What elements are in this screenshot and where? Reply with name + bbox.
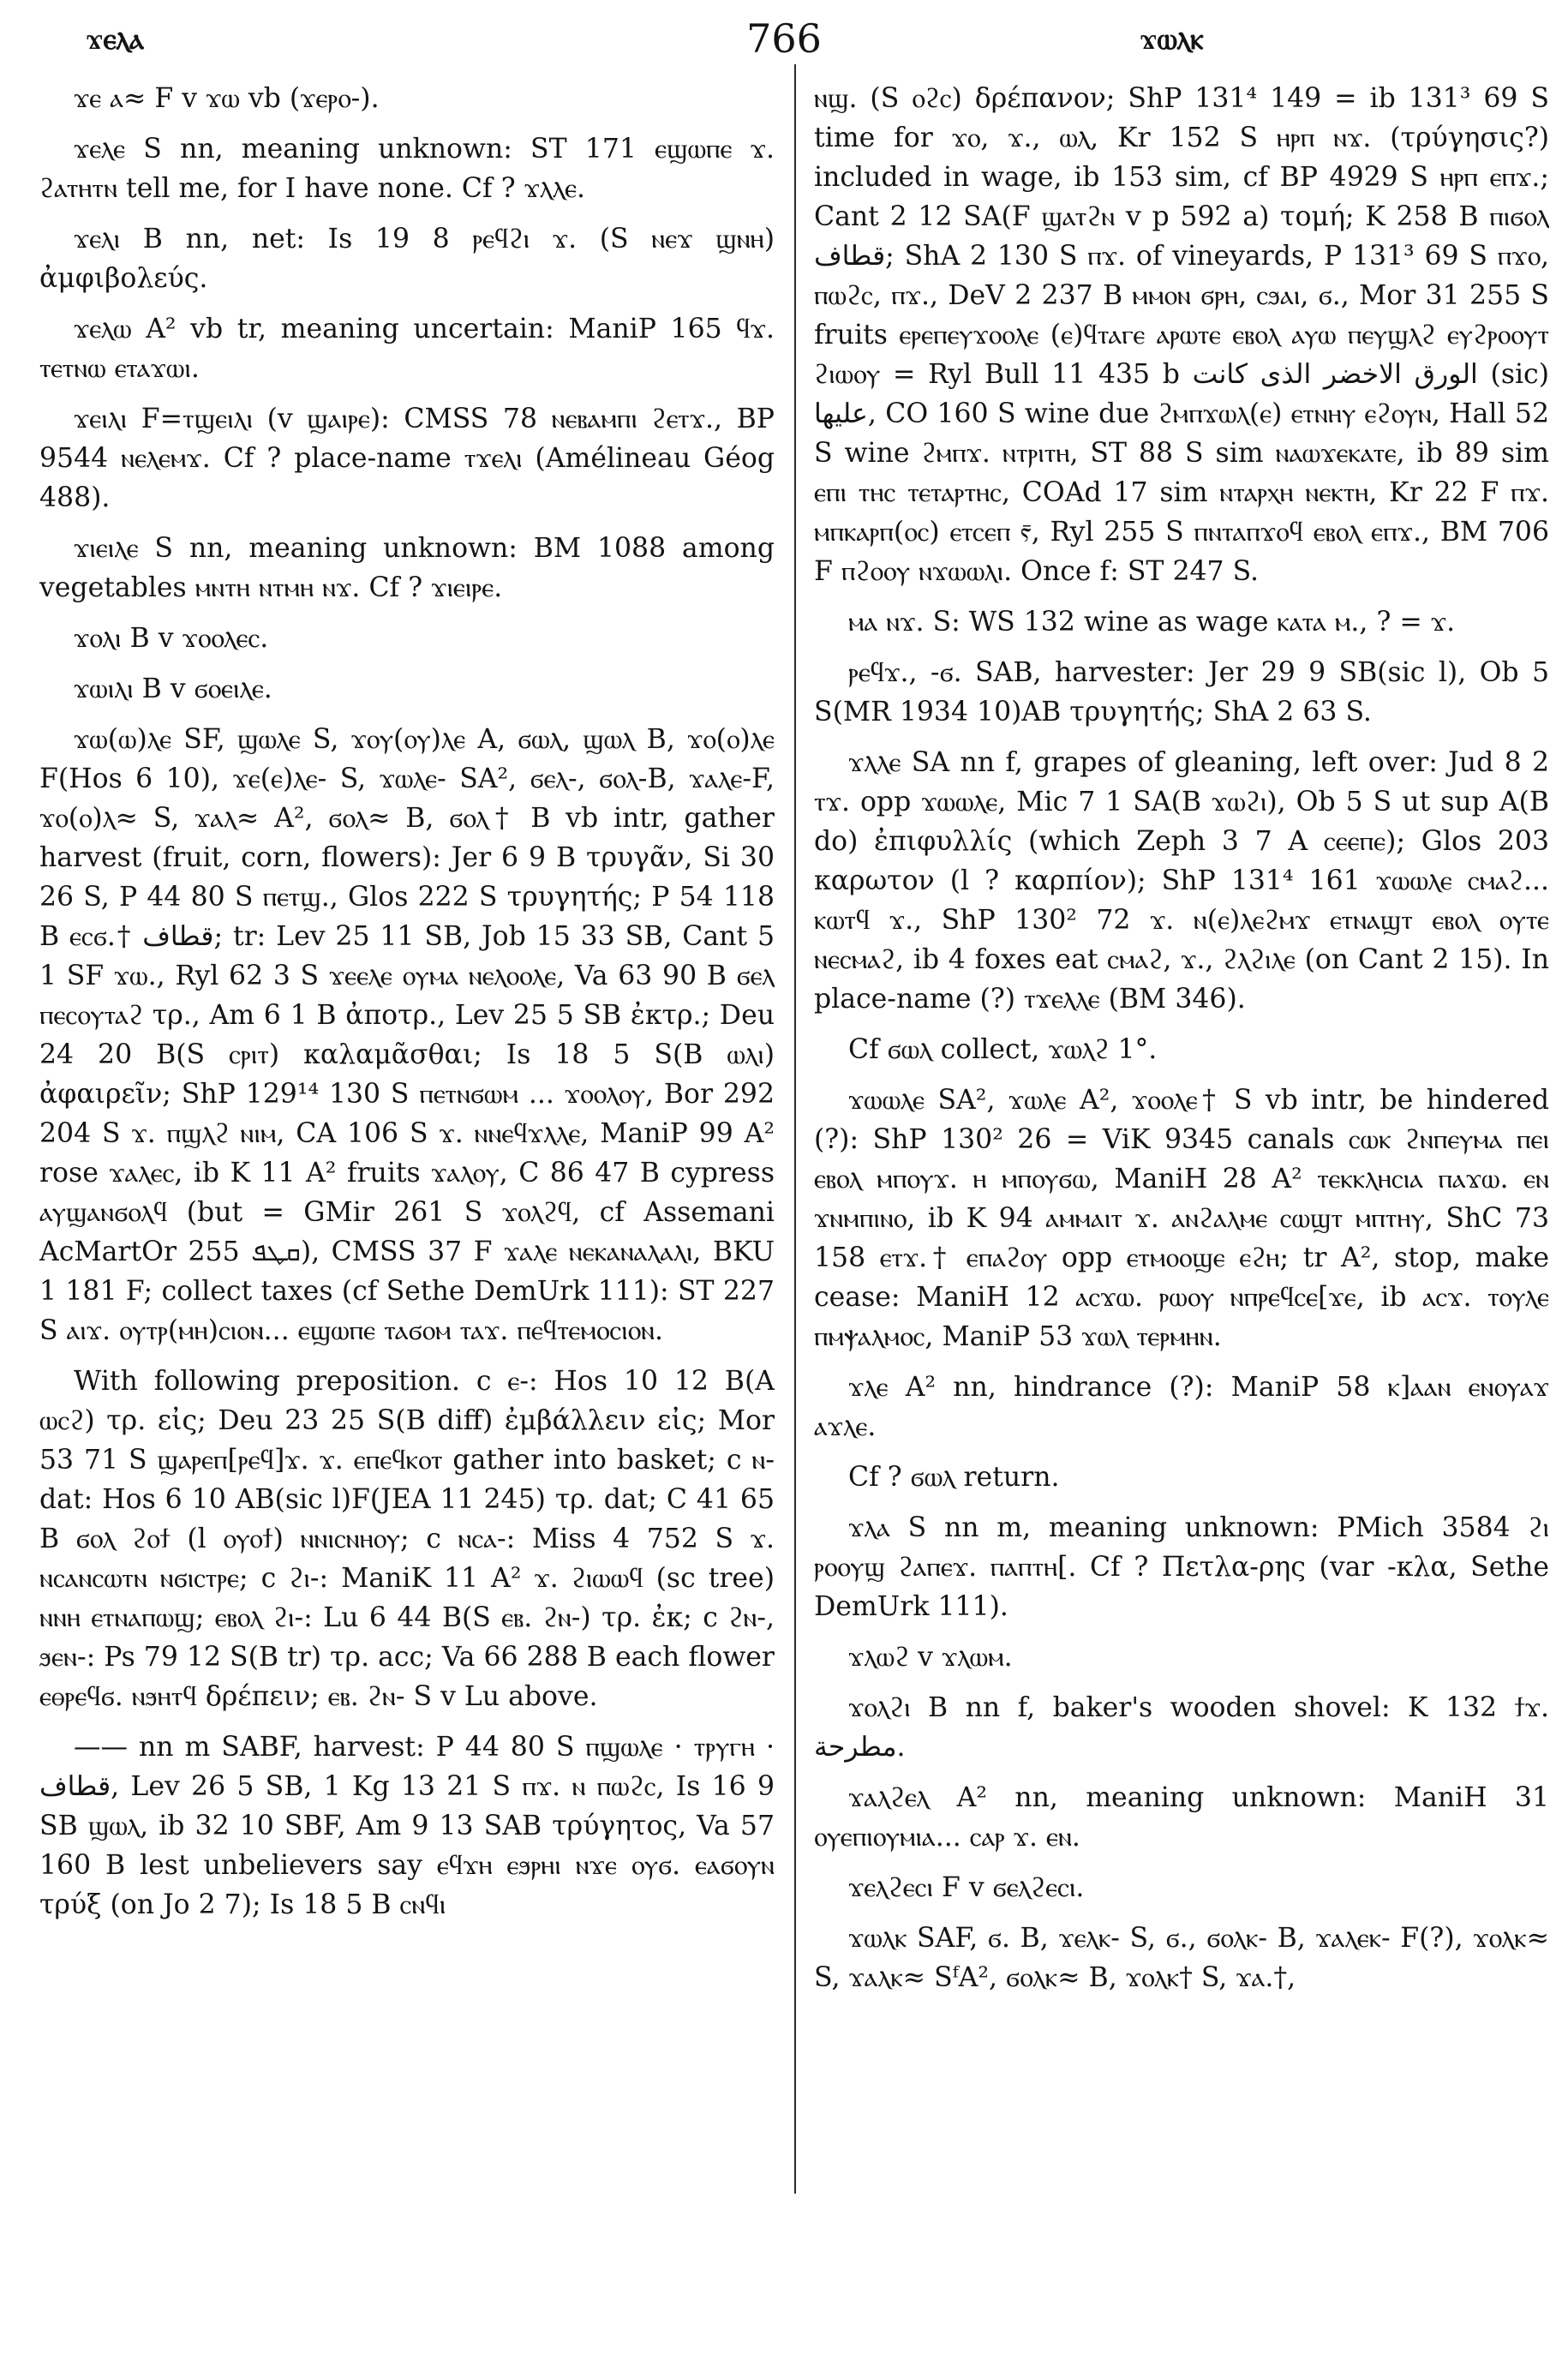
entry-xe: ϫⲉ ⲁ≈ F v ϫⲱ vb (ϫⲉⲣⲟ-). <box>74 83 380 114</box>
column-rule <box>794 64 796 2194</box>
entry-xlle: ϫⲗⲗⲉ SA nn f, grapes of gleaning, left over: Jud 8 2 ⲧϫ. opp ϫⲱⲱⲗⲉ, Mic 7 1 SA(B ϫⲱϩⲓ), Ob 5 S ut sup A(B do) ἐπιφυλλίς (which Zeph 3 7 A ⲥⲉⲉⲡⲉ); Glos 203 καρωτον (l ? καρπίον); ShP 131⁴ 161 ϫⲱⲱⲗⲉ ⲥⲙⲁϩ... ⲕⲱⲧϥ ϫ., ShP 130² 72 ϫ. ⲛ(ⲉ)ⲗⲉϩⲙϫ ⲉⲧⲛⲁϣⲧ ⲉⲃⲟⲗ ⲟⲩⲧⲉ ⲛⲉⲥⲙⲁϩ, ib 4 foxes eat ⲥⲙⲁϩ, ϫ., ϩⲗϩⲓⲗⲉ (on Cant 2 15). In place-name (?) ⲧϫⲉⲗⲗⲉ (BM 346). <box>814 747 1549 1015</box>
entry-xoole-hindered: ϫⲱⲱⲗⲉ SA², ϫⲱⲗⲉ A², ϫⲟⲟⲗⲉ† S vb intr, be hindered (?): ShP 130² 26 = ViK 9345 canals ⲥⲱⲕ ϩⲛⲡⲉⲩⲙⲁ ⲡⲉⲓ ⲉⲃⲟⲗ ⲙⲡⲟⲩϫ. ⲏ ⲙⲡⲟⲩϭⲱ, ManiH 28 A² ⲧⲉⲕⲕⲗⲏⲥⲓⲁ ⲡⲁϫⲱ. ⲉⲛ ϫⲛⲙⲡⲓⲛⲟ, ib K 94 ⲁⲙⲙⲁⲓⲧ ϫ. ⲁⲛϩⲁⲗⲙⲉ ⲥⲱϣⲧ ⲙⲡⲧⲏⲩ, ShC 73 158 ⲉⲧϫ.† ⲉⲡⲁϩⲟⲩ opp ⲉⲧⲙⲟⲟϣⲉ ⲉϩⲏ; tr A², stop, make cease: ManiH 12 ⲁⲥϫⲱ. ⲣⲱⲟⲩ ⲛⲡⲣⲉϥⲥⲉ[ϫⲉ, ib ⲁⲥϫ. ⲧⲟⲩⲗⲉ ⲡⲙⲯⲁⲗⲙⲟⲥ, ManiP 53 ϫⲱⲗ ⲧⲉⲣⲙⲏⲛ. <box>814 1085 1549 1352</box>
guide-word-right: ϫⲱⲗⲕ <box>1140 22 1204 57</box>
entry-xloh: ϫⲗⲱϩ v ϫⲗⲱⲙ. <box>848 1642 1013 1673</box>
entry-xelhesi: ϫⲉⲗϩⲉⲥⲓ F v ϭⲉⲗϩⲉⲥⲓ. <box>848 1872 1085 1903</box>
entry-xolk: ϫⲱⲗⲕ SAF, ϭ. B, ϫⲉⲗⲕ- S, ϭ., ϭⲟⲗⲕ- B, ϫⲁⲗⲉⲕ- F(?), ϫⲟⲗⲕ≈ S, ϫⲁⲗⲕ≈ SᶠA², ϭⲟⲗⲕ≈ B, ϫⲟⲗⲕ† S, ϫⲁ.†, <box>814 1923 1549 1993</box>
entry-refx: ⲣⲉϥϫ., -ϭ. SAB, harvester: Jer 29 9 SB(sic l), Ob 5 S(MR 1934 10)AB τρυγητής; ShA 2 63 S. <box>814 657 1549 727</box>
entry-harvest-noun: —— nn m SABF, harvest: P 44 80 S ⲡϣⲱⲗⲉ · ⲧⲣⲩⲅⲏ · قطاف, Lev 26 5 SB, 1 Kg 13 21 S ⲡϫ. ⲛ ⲡⲱϩⲥ, Is 16 9 SB ϣⲱⲗ, ib 32 10 SBF, Am 9 13 SAB τρύγητος, Va 57 160 B lest unbelievers say ⲉϥϫⲏ ⲉϧⲣⲏⲓ ⲛϫⲉ ⲟⲩϭ. ⲉⲁϭⲟⲩⲛ τρύξ (on Jo 2 7); Is 18 5 B ⲥⲛϥⲓ <box>39 1732 775 1920</box>
entry-cf-return: Cf ? ϭⲱⲗ return. <box>848 1462 1060 1493</box>
entry-xele: ϫⲉⲗⲉ S nn, meaning unknown: ST 171 ⲉϣⲱⲡⲉ ϫ. ϩⲁⲧⲏⲧⲛ tell me, for I have none. Cf ? ϫⲗⲗⲉ. <box>39 134 775 204</box>
entry-xla: ϫⲗⲁ S nn m, meaning unknown: PMich 3584 ϩⲓ ⲣⲟⲟⲩϣ ϩⲁⲡⲉϫ. ⲡⲁⲡⲧⲏ[. Cf ? Πετλα-ρης (var -κλα, Sethe DemUrk 111). <box>814 1512 1549 1622</box>
entry-xieile: ϫⲓⲉⲓⲗⲉ S nn, meaning unknown: BM 1088 among vegetables ⲙⲛⲧⲏ ⲛⲧⲙⲏ ⲛϫ. Cf ? ϫⲓⲉⲓⲣⲉ. <box>39 533 775 603</box>
entry-xoili: ϫⲱⲓⲗⲓ B v ϭⲟⲉⲓⲗⲉ. <box>74 674 272 704</box>
running-head <box>0 10 1568 70</box>
entry-prepositions: With following preposition. c ⲉ-: Hos 10 12 B(A ⲱⲥϩ) τρ. εἰς; Deu 23 25 S(B diff) ἐμβάλλειν εἰς; Mor 53 71 S ϣⲁⲣⲉⲡ[ⲣⲉϥ]ϫ. ϫ. ⲉⲡⲉϥⲕⲟⲧ gather into basket; c ⲛ- dat: Hos 6 10 AB(sic l)F(JEA 11 245) τρ. dat; C 41 65 B ϭⲟⲗ ϩⲟϯ (l ⲟⲩⲟϯ) ⲛⲛⲓⲥⲛⲏⲟⲩ; c ⲛⲥⲁ-: Miss 4 752 S ϫ. ⲛⲥⲁⲛⲥⲱⲧⲛ ⲛϭⲓⲥⲧⲣⲉ; c ϩⲓ-: ManiK 11 A² ϫ. ϩⲓⲱⲱϥ (sc tree) ⲛⲛⲏ ⲉⲧⲛⲁⲡⲱϣ; ⲉⲃⲟⲗ ϩⲓ-: Lu 6 44 B(S ⲉⲃ. ϩⲛ-) τρ. ἐκ; c ϩⲛ-, ϧⲉⲛ-: Ps 79 12 S(B tr) τρ. acc; Va 66 288 B each flower ⲉⲑⲣⲉϥϭ. ⲛϧⲏⲧϥ δρέπειν; ⲉⲃ. ϩⲛ- S v Lu above. <box>39 1366 775 1712</box>
right-column <box>814 79 1549 2290</box>
entry-harvest-continued: ⲛϣ. (S ⲟϩⲥ) δρέπανον; ShP 131⁴ 149 = ib 131³ 69 S time for ϫⲟ, ϫ., ⲱⲗ, Kr 152 S ⲏⲣⲡ ⲛϫ. (τρύγησις?) included in wage, ib 153 sim, cf BP 4929 S ⲏⲣⲡ ⲉⲡϫ.; Cant 2 12 SA(F ϣⲁⲧϩⲛ v p 592 a) τομή; K 258 B ⲡⲓϭⲟⲗ قطاف; ShA 2 130 S ⲡϫ. of vineyards, P 131³ 69 S ⲡϫⲟ, ⲡⲱϩⲥ, ⲡϫ., DeV 2 237 B ⲙⲙⲟⲛ ϭⲣⲏ, ⲥϧⲁⲓ, ϭ., Mor 31 255 S fruits ⲉⲣⲉⲡⲉⲩϫⲟⲟⲗⲉ (ⲉ)ϥⲧⲁⲅⲉ ⲁⲣⲱⲧⲉ ⲉⲃⲟⲗ ⲁⲩⲱ ⲡⲉⲩϣⲗϩ ⲉⲩϩⲣⲟⲟⲩⲧ ϩⲓⲱⲟⲩ = Ryl Bull 11 435 b الورق الاخضر الذى كانت (sic) عليها, CO 160 S wine due ϩⲙⲡϫⲱⲗ(ⲉ) ⲉⲧⲛⲏⲩ ⲉϩⲟⲩⲛ, Hall 52 S wine ϩⲙⲡϫ. ⲛⲧⲣⲓⲧⲏ, ST 88 S sim ⲛⲁⲱϫⲉⲕⲁⲧⲉ, ib 89 sim ⲉⲡⲓ ⲧⲏⲥ ⲧⲉⲧⲁⲣⲧⲏⲥ, COAd 17 sim ⲛⲧⲁⲣⲭⲏ ⲛⲉⲕⲧⲏ, Kr 22 F ⲡϫ. ⲙⲡⲕⲁⲣⲡ(ⲟⲥ) ⲉⲧⲥⲉⲡ ⲋ̄, Ryl 255 S ⲡⲛⲧⲁⲡϫⲟϥ ⲉⲃⲟⲗ ⲉⲡϫ., BM 706 F ⲡϩⲟⲟⲩ ⲛϫⲱⲱⲗⲓ. Once f: ST 247 S. <box>814 83 1549 587</box>
entry-xle: ϫⲗⲉ A² nn, hindrance (?): ManiP 58 ⲕ]ⲁⲁⲛ ⲉⲛⲟⲩⲁϫ ⲁϫⲗⲉ. <box>814 1372 1549 1442</box>
entry-xolhi: ϫⲟⲗϩⲓ B nn f, baker's wooden shovel: K 132 ϯϫ. مطرحة. <box>814 1692 1549 1763</box>
entry-xoole-main: ϫⲱ(ⲱ)ⲗⲉ SF, ϣⲱⲗⲉ S, ϫⲟⲩ(ⲟⲩ)ⲗⲉ A, ϭⲱⲗ, ϣⲱⲗ B, ϫⲟ(ⲟ)ⲗⲉ F(Hos 6 10), ϫⲉ(ⲉ)ⲗⲉ- S, ϫⲱⲗⲉ- SA², ϭⲉⲗ-, ϭⲟⲗ-B, ϫⲁⲗⲉ-F, ϫⲟ(ⲟ)ⲗ≈ S, ϫⲁⲗ≈ A², ϭⲟⲗ≈ B, ϭⲟⲗ† B vb intr, gather harvest (fruit, corn, flowers): Jer 6 9 B τρυγᾶν, Si 30 26 S, P 44 80 S ⲡⲉⲧϣ., Glos 222 S τρυγητής; P 54 118 B ⲉⲥϭ.† قطاف; tr: Lev 25 11 SB, Job 15 33 SB, Cant 5 1 SF ϫⲱ., Ryl 62 3 S ϫⲉⲉⲗⲉ ⲟⲩⲙⲁ ⲛⲉⲗⲟⲟⲗⲉ, Va 63 90 B ϭⲉⲗ ⲡⲉⲥⲟⲩⲧⲁϩ τρ., Am 6 1 B ἀποτρ., Lev 25 5 SB ἐκτρ.; Deu 24 20 B(S ⲥⲣⲓⲧ) καλαμᾶσθαι; Is 18 5 S(B ⲱⲗⲓ) ἀφαιρεῖν; ShP 129¹⁴ 130 S ⲡⲉⲧⲛϭⲱⲙ ... ϫⲟⲟⲗⲟⲩ, Bor 292 204 S ϫ. ⲡϣⲗϩ ⲛⲓⲙ, CA 106 S ϫ. ⲛⲛⲉϥϫⲗⲗⲉ, ManiP 99 A² rose ϫⲁⲗⲉⲥ, ib K 11 A² fruits ϫⲁⲗⲟⲩ, C 86 47 B cypress ⲁⲩϣⲁⲛϭⲟⲗϥ (but = GMir 261 S ϫⲟⲗϩϥ, cf Assemani AcMartOr 255 ܩܛܦ), CMSS 37 F ϫⲁⲗⲉ ⲛⲉⲕⲁⲛⲁⲗⲁⲗⲓ, BKU 1 181 F; collect taxes (cf Sethe DemUrk 111): ST 227 S ⲁⲓϫ. ⲟⲩⲧⲣ(ⲙⲏ)ⲥⲓⲟⲛ... ⲉϣⲱⲡⲉ ⲧⲁϭⲟⲙ ⲧⲁϫ. ⲡⲉϥⲧⲉⲙⲟⲥⲓⲟⲛ. <box>39 724 775 1346</box>
page-number: 766 <box>746 15 822 62</box>
entry-xelo: ϫⲉⲗⲱ A² vb tr, meaning uncertain: ManiP 165 ϥϫ. ⲧⲉⲧⲛⲱ ⲉⲧⲁϫⲱⲓ. <box>39 314 775 384</box>
entry-xeili: ϫⲉⲓⲗⲓ F=ⲧϣⲉⲓⲗⲓ (v ϣⲁⲓⲣⲉ): CMSS 78 ⲛⲉⲃⲁⲙⲡⲓ ϩⲉⲧϫ., BP 9544 ⲛⲉⲗⲉⲙϫ. Cf ? place-name ⲧϫⲉⲗⲓ (Amélineau Géog 488). <box>39 404 775 513</box>
entry-cf-collect: Cf ϭⲱⲗ collect, ϫⲱⲗϩ 1°. <box>848 1034 1158 1065</box>
entry-xeli: ϫⲉⲗⲓ B nn, net: Is 19 8 ⲣⲉϥϩⲓ ϫ. (S ⲛⲉϫ ϣⲛⲏ) ἀμφιβολεύς. <box>39 224 775 294</box>
entry-ma-nx: ⲙⲁ ⲛϫ. S: WS 132 wine as wage ⲕⲁⲧⲁ ⲙ., ? = ϫ. <box>848 607 1456 638</box>
left-column <box>39 79 775 2290</box>
entry-xalhel: ϫⲁⲗϩⲉⲗ A² nn, meaning unknown: ManiH 31 ⲟⲩⲉⲡⲓⲟⲩⲙⲓⲁ... ⲥⲁⲣ ϫ. ⲉⲛ. <box>814 1782 1549 1853</box>
guide-word-left: ϫⲉⲗⲁ <box>86 22 145 57</box>
entry-xoli: ϫⲟⲗⲓ B v ϫⲟⲟⲗⲉⲥ. <box>74 623 269 654</box>
